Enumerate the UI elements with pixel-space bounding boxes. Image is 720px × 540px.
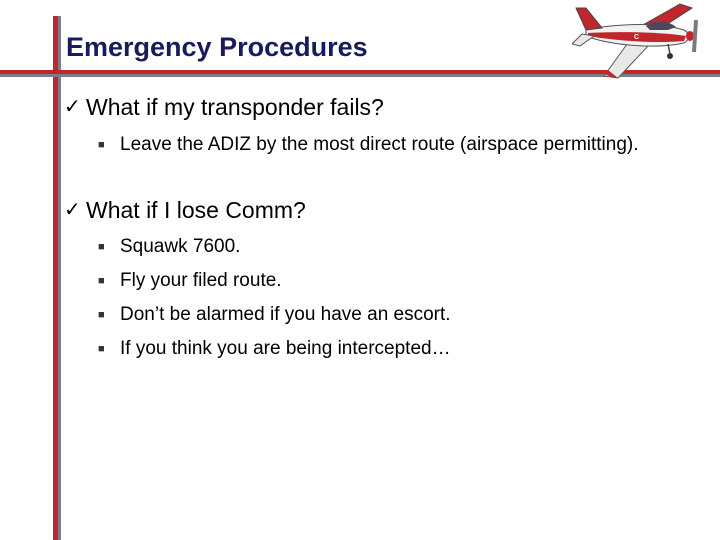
list-item: ■ Fly your filed route.: [98, 268, 680, 294]
section-heading-transponder: ✓ What if my transponder fails?: [64, 94, 384, 120]
checkmark-icon: ✓: [64, 96, 81, 118]
slide-title: Emergency Procedures: [66, 32, 368, 62]
list-item: ■ If you think you are being intercepted…: [98, 336, 680, 362]
list-item: ■ Leave the ADIZ by the most direct route (airspace permitting).: [98, 132, 680, 158]
square-bullet-icon: ■: [98, 139, 105, 151]
svg-text:C: C: [634, 34, 640, 41]
square-bullet-icon: ■: [98, 309, 105, 321]
list-item: ■ Squawk 7600.: [98, 234, 680, 260]
airplane-illustration: [572, 0, 712, 80]
square-bullet-icon: ■: [98, 241, 105, 253]
list-item: ■ Don’t be alarmed if you have an escort.: [98, 302, 680, 328]
section-heading-lost-comm: ✓ What if I lose Comm?: [64, 197, 306, 223]
checkmark-icon: ✓: [64, 199, 81, 221]
square-bullet-icon: ■: [98, 343, 105, 355]
square-bullet-icon: ■: [98, 275, 105, 287]
left-accent-shadow: [58, 16, 61, 540]
